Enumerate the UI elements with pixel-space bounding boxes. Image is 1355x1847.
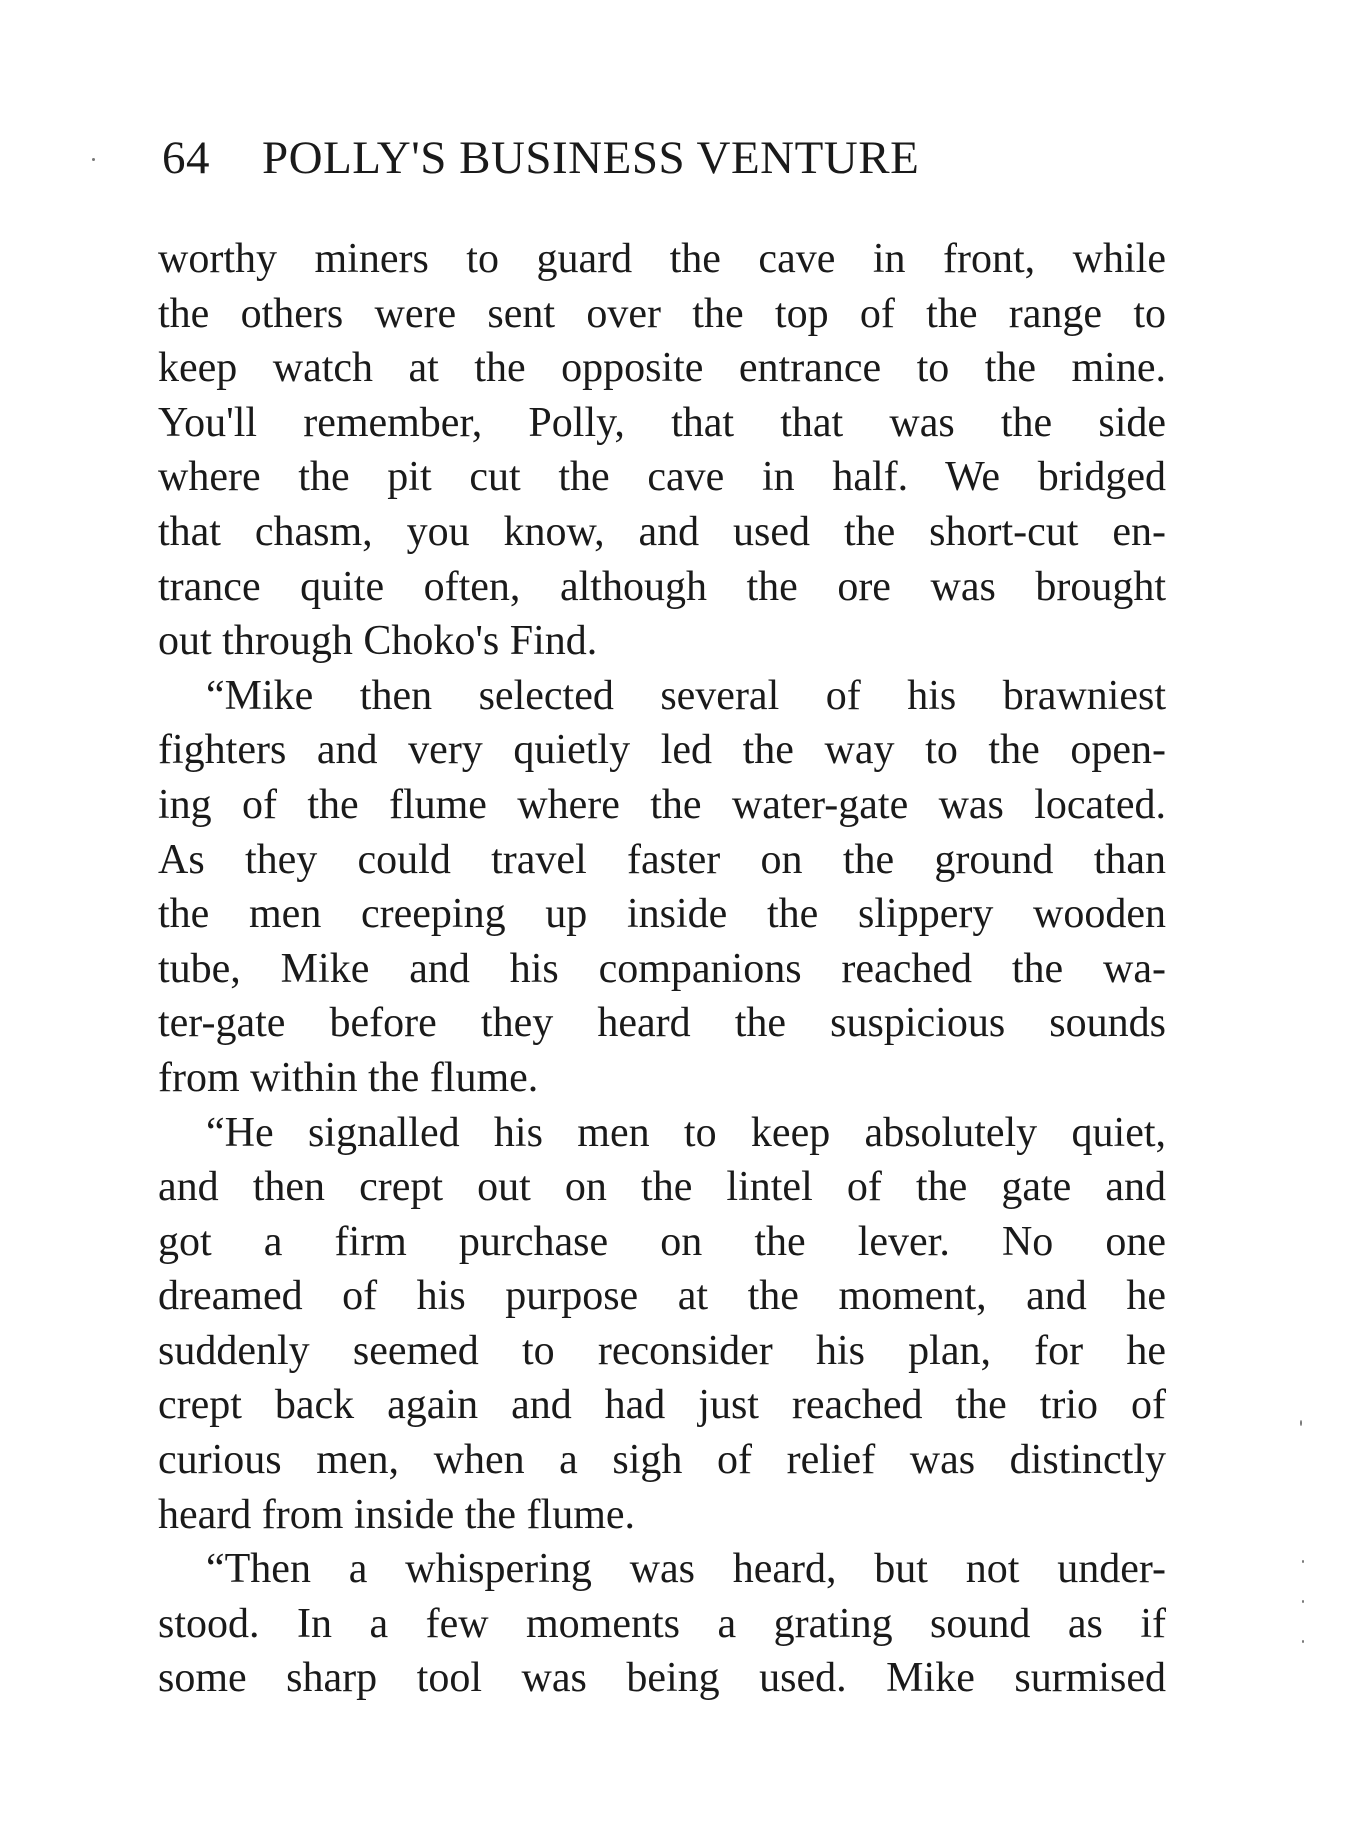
text-line: the others were sent over the top of the range to — [158, 290, 1166, 337]
text-line: got a firm purchase on the lever. No one — [158, 1218, 1166, 1265]
text-line: “Mike then selected several of his brawniest — [206, 672, 1166, 719]
text-line: keep watch at the opposite entrance to the mine. — [158, 345, 1166, 392]
text-line: stood. In a few moments a grating sound as if — [158, 1600, 1166, 1647]
scan-speck — [1300, 1420, 1302, 1426]
text-line: suddenly seemed to reconsider his plan, for he — [158, 1327, 1166, 1374]
text-line: crept back again and had just reached the trio of — [158, 1382, 1166, 1429]
text-line: ter-gate before they heard the suspicious sounds — [158, 1000, 1166, 1047]
body-text — [158, 232, 1166, 1706]
text-line: heard from inside the flume. — [158, 1491, 636, 1538]
page-number: 64 — [162, 132, 210, 184]
text-line: fighters and very quietly led the way to the open- — [158, 727, 1166, 774]
text-line: As they could travel faster on the ground than — [158, 836, 1166, 883]
scan-speck — [1302, 1640, 1304, 1643]
text-line: out through Choko's Find. — [158, 618, 598, 665]
running-title: POLLY'S BUSINESS VENTURE — [262, 132, 920, 184]
text-line: and then crept out on the lintel of the gate and — [158, 1164, 1166, 1211]
text-line: curious men, when a sigh of relief was distinctly — [158, 1437, 1166, 1484]
running-head — [162, 128, 1162, 188]
scan-speck — [92, 158, 95, 161]
text-line: tube, Mike and his companions reached the wa- — [158, 945, 1166, 992]
text-line: from within the flume. — [158, 1054, 539, 1101]
text-line: trance quite often, although the ore was brought — [158, 563, 1166, 610]
text-line: where the pit cut the cave in half. We bridged — [158, 454, 1166, 501]
scan-speck — [1302, 1560, 1304, 1563]
text-line: some sharp tool was being used. Mike surmised — [158, 1655, 1166, 1702]
text-line: ing of the flume where the water-gate was located. — [158, 781, 1166, 828]
scan-speck — [1302, 1600, 1304, 1603]
text-line: the men creeping up inside the slippery wooden — [158, 891, 1166, 938]
text-line: that chasm, you know, and used the short-cut en- — [158, 508, 1166, 555]
text-line: You'll remember, Polly, that that was the side — [158, 399, 1166, 446]
text-line: “Then a whispering was heard, but not under- — [206, 1546, 1166, 1593]
text-line: “He signalled his men to keep absolutely quiet, — [206, 1109, 1166, 1156]
text-line: dreamed of his purpose at the moment, and he — [158, 1273, 1166, 1320]
text-line: worthy miners to guard the cave in front, while — [158, 236, 1166, 282]
